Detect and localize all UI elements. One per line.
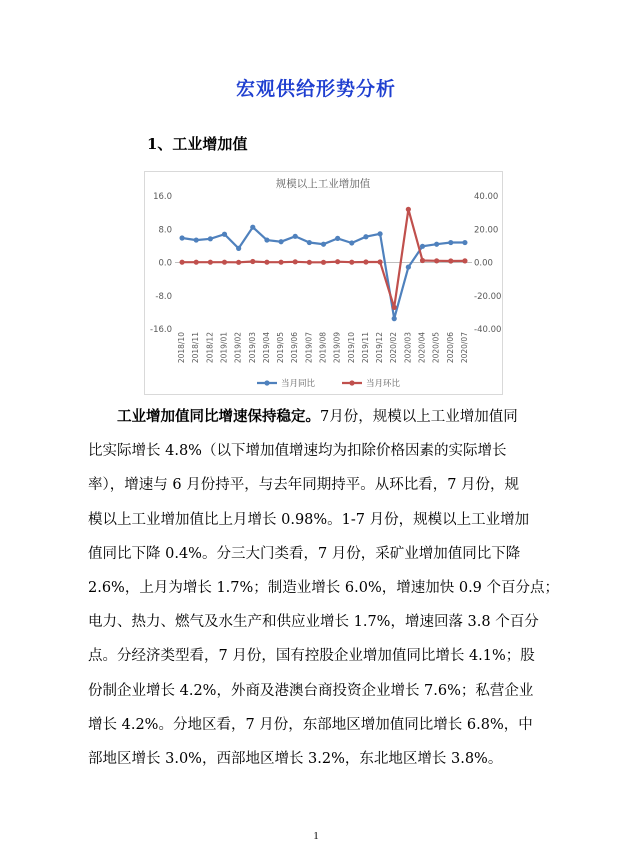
series-1-point — [307, 240, 312, 245]
series-2-point — [434, 258, 439, 263]
series-1-point — [264, 237, 269, 242]
y-right-tick-label: 0.00 — [474, 258, 493, 269]
paragraph-line: 点。分经济类型看，7 月份，国有控股企业增加值同比增长 4.1%；股 — [88, 648, 535, 665]
x-tick-label: 2018/10 — [177, 332, 187, 364]
series-1-point — [222, 232, 227, 237]
x-tick-label: 2019/02 — [233, 332, 243, 364]
paragraph-line-text: 7月份，规模以上工业增加值同 — [320, 409, 518, 425]
series-2-point — [278, 260, 283, 265]
series-1-point — [448, 240, 453, 245]
x-tick-label: 2018/12 — [205, 332, 215, 364]
paragraph-line: 率），增速与 6 月份持平，与去年同期持平。从环比看，7 月份，规 — [88, 477, 520, 494]
document-title: 宏观供给形势分析 — [235, 78, 396, 100]
series-2-point — [307, 260, 312, 265]
x-tick-label: 2020/06 — [445, 332, 455, 364]
series-2-point — [250, 259, 255, 264]
series-1-point — [179, 235, 184, 240]
series-2-point — [349, 260, 354, 265]
series-2-point — [236, 260, 241, 265]
x-tick-label: 2019/10 — [346, 332, 356, 364]
legend-swatch-marker — [264, 380, 269, 385]
series-1-point — [377, 231, 382, 236]
paragraph-line: 比实际增长 4.8%（以下增加值增速均为扣除价格因素的实际增长 — [88, 443, 507, 460]
x-tick-label: 2018/11 — [191, 332, 201, 364]
series-2-point — [293, 259, 298, 264]
series-2-point — [392, 305, 397, 310]
chart-title: 规模以上工业增加值 — [275, 178, 371, 190]
series-2-point — [321, 260, 326, 265]
series-2-point — [377, 259, 382, 264]
series-2-point — [194, 260, 199, 265]
y-left-tick-label: -8.0 — [155, 291, 172, 302]
paragraph-line: 部地区增长 3.0%，西部地区增长 3.2%，东北地区增长 3.8%。 — [88, 750, 503, 767]
series-1-point — [335, 236, 340, 241]
x-tick-label: 2020/05 — [431, 332, 441, 364]
series-1-point — [462, 240, 467, 245]
x-tick-label: 2020/07 — [459, 332, 469, 364]
series-2-point — [264, 260, 269, 265]
y-right-tick-label: 40.00 — [474, 192, 499, 202]
y-left-tick-label: 8.0 — [158, 225, 172, 236]
paragraph-line: 模以上工业增加值比上月增长 0.98%。1-7 月份，规模以上工业增加 — [88, 511, 530, 528]
y-left-tick-label: -16.0 — [150, 325, 172, 335]
paragraph-line: 增长 4.2%。分地区看，7 月份，东部地区增加值同比增长 6.8%，中 — [88, 716, 533, 733]
series-1-point — [321, 242, 326, 247]
y-left-tick-label: 16.0 — [153, 192, 172, 202]
series-1-point — [406, 264, 411, 269]
x-tick-label: 2019/08 — [318, 332, 328, 364]
paragraph-line: 份制企业增长 4.2%，外商及港澳台商投资企业增长 7.6%；私营企业 — [88, 682, 534, 699]
series-2-point — [363, 259, 368, 264]
y-left-tick-label: 0.0 — [158, 258, 172, 269]
x-tick-label: 2020/02 — [389, 332, 399, 364]
series-1-point — [420, 244, 425, 249]
series-2-point — [420, 258, 425, 263]
series-2-point — [448, 258, 453, 263]
body-paragraph — [88, 400, 560, 776]
x-tick-label: 2020/03 — [403, 332, 413, 364]
series-2-point — [462, 258, 467, 263]
x-tick-label: 2019/05 — [276, 332, 286, 364]
x-tick-label: 2019/01 — [219, 332, 229, 364]
paragraph-line: 值同比下降 0.4%。分三大门类看，7 月份，采矿业增加值同比下降 — [88, 545, 521, 562]
paragraph-line: 电力、热力、燃气及水生产和供应业增长 1.7%，增速回落 3.8 个百分 — [88, 614, 539, 631]
series-2-point — [222, 260, 227, 265]
series-1-point — [363, 234, 368, 239]
series-1-point — [208, 236, 213, 241]
series-1-point — [434, 242, 439, 247]
y-right-tick-label: -20.00 — [474, 291, 502, 302]
series-2-point — [335, 259, 340, 264]
series-1-point — [349, 240, 354, 245]
series-2-point — [208, 260, 213, 265]
x-tick-label: 2019/06 — [290, 332, 300, 364]
paragraph-line — [88, 400, 554, 434]
page-number: 1 — [313, 830, 319, 842]
x-tick-label: 2019/09 — [332, 332, 342, 364]
legend-swatch-marker — [349, 380, 354, 385]
x-tick-label: 2020/04 — [417, 332, 427, 364]
legend-label: 当月环比 — [366, 379, 401, 389]
series-1-point — [250, 225, 255, 230]
x-tick-label: 2019/12 — [375, 332, 385, 364]
legend-label: 当月同比 — [281, 379, 316, 389]
series-2-point — [406, 207, 411, 212]
series-2-point — [179, 260, 184, 265]
x-tick-label: 2019/11 — [360, 332, 370, 364]
x-tick-label: 2019/03 — [247, 332, 257, 364]
line-chart — [144, 171, 503, 395]
series-1-point — [194, 237, 199, 242]
series-1-point — [293, 234, 298, 239]
section-heading: 1、工业增加值 — [147, 135, 248, 153]
chart-svg — [145, 172, 502, 394]
y-right-tick-label: 20.00 — [474, 225, 499, 236]
paragraph-lead: 工业增加值同比增速保持稳定。 — [117, 408, 320, 425]
paragraph-line: 2.6%，上月为增长 1.7%；制造业增长 6.0%，增速加快 0.9 个百分点； — [88, 579, 560, 596]
x-tick-label: 2019/07 — [304, 332, 314, 364]
y-right-tick-label: -40.00 — [474, 325, 502, 335]
series-1-point — [236, 246, 241, 251]
series-1-point — [392, 316, 397, 321]
series-line-1 — [182, 227, 465, 318]
series-1-point — [278, 239, 283, 244]
x-tick-label: 2019/04 — [261, 332, 271, 364]
